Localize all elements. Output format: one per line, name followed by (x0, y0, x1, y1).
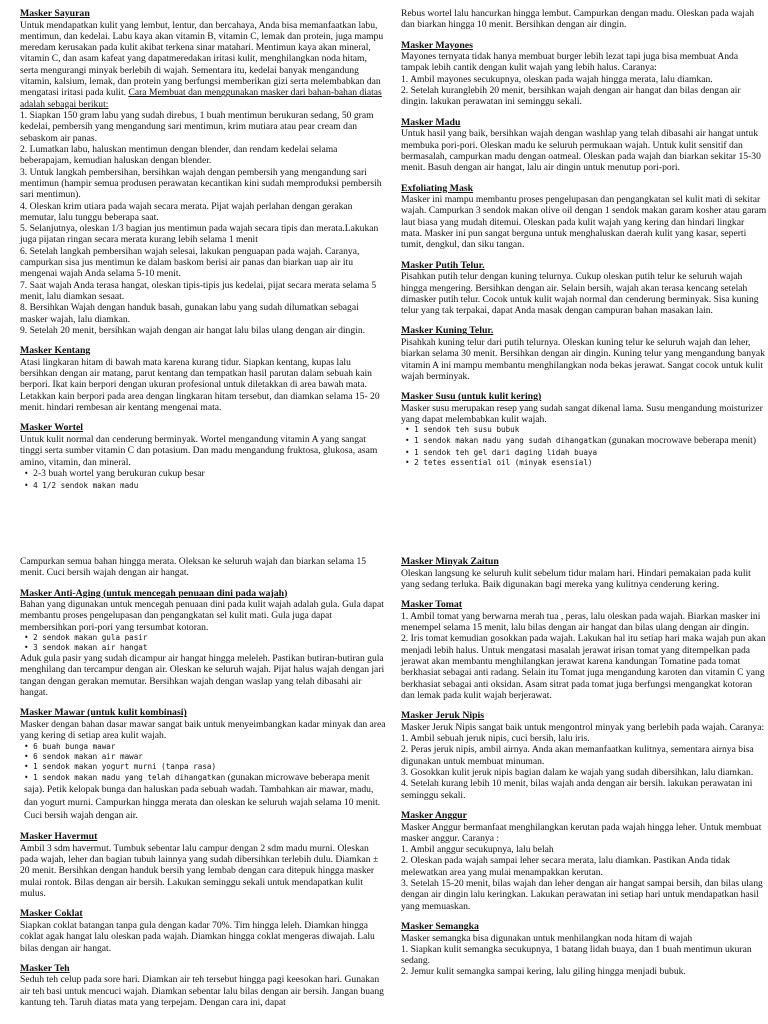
section-body (20, 843, 386, 900)
page-2-right-column (401, 556, 767, 987)
section (401, 556, 767, 590)
section-body (20, 599, 386, 633)
step-item: 1. Ambil anggur secukupnya, lalu belah (401, 844, 554, 856)
step-item: 8. Bersihkan Wajah dengan handuk basah, gunakan labu yang sudah dilumatkan sebagai masker wajah, lalu diamkan. (20, 302, 359, 325)
ingredient-list (20, 468, 386, 491)
step-item: 2. Setelah kuranglebih 20 menit, bersihkan wajah dengan air hangat dan bilas dengan air dingin. lakukan perawatan ini seminggu sekali. (401, 85, 741, 108)
ingredient-item: • 6 buah bunga mawar (20, 742, 386, 752)
page-1-right-column (401, 8, 767, 477)
step-item: 1. Ambil mayones secukupnya, oleskan pada wajah hingga merata, lalu diamkan. (401, 73, 713, 85)
step-item: 9. Setelah 20 menit, bersihkan wajah dengan air hangat lalu bilas ulang dengan air dingin. (20, 324, 366, 336)
step-item: 4. Setelah kurang lebih 10 menit, bilas wajah anda dengan air bersih. lakukan perawatan ini seminggu sekali. (401, 778, 753, 801)
ingredient-list (20, 633, 386, 653)
section-body (20, 434, 386, 468)
section (401, 810, 767, 912)
section-title: Masker Susu (untuk kulit kering) (401, 391, 542, 403)
step-item: 3. Untuk langkah pembersihan, bersihkan wajah dengan pembersih yang mengandung sari mentimun (hampir semua produsen perawatan kecantikan kini sudah memproduksi pembersih sari mentimun). (20, 166, 382, 201)
section (401, 391, 767, 468)
section (401, 710, 767, 801)
section (20, 556, 386, 579)
section-title: Masker Coklat (20, 908, 83, 920)
step-item: 7. Saat wajah Anda terasa hangat, oleskan tipis-tipis jus kedelai, pijat secara merata selama 5 menit, lalu diamkan sesaat. (20, 279, 377, 303)
step-item: 3. Setelah 15-20 menit, bilas wajah dan leher dengan air hangat sampai bersih, dan bilas ulang dengan air dingin lalu keringkan. Lakukan perawatan ini setiap hari untuk mendapatkan hasil yang memuaskan. (401, 878, 763, 912)
section-text: Masker ini mampu membantu proses pengelupasan dan pengangkatan sel kulit mati di sekitar wajah. Campurkan 3 sendok makan olive oil dengan 1 sendok makan garam kosher atau garam laut biasa yang mudah ditemui. Oleskan pada kulit wajah yang kering dan hindari lingkar mata. Masker ini pun sangat berguna untuk menghaluskan daerah kulit yang kasar, seperti tumit, dengkul, dan siku tangan. (401, 194, 767, 251)
section (401, 599, 767, 701)
ingredient-item: • 1 sendok makan yogurt murni (tanpa rasa) (20, 762, 386, 772)
section-text: Masker Jeruk Nipis sangat baik untuk mengontrol minyak yang berlebih pada wajah. Caranya: (401, 721, 765, 733)
ingredient-item: • 1 sendok teh susu bubuk (401, 425, 767, 435)
section (401, 260, 767, 317)
section (20, 345, 386, 413)
section-underlined-text: Cara Membuat dan menggunakan masker dari bahan-bahan diatas adalah sebagai berikut: (20, 87, 382, 110)
section-title: Masker Kentang (20, 345, 91, 357)
step-item: 1. Ambil tomat yang berwarna merah tua , peras, lalu oleskan pada wajah. Biarkan masker ini menempel selama 15 menit, lalu bilas dengan air hangat dan bilas ulang dengan air dingin. (401, 610, 761, 634)
section-text: Rebus wortel lalu hancurkan hingga lembut. Campurkan dengan madu. Oleskan pada wajah dan biarkan hingga 10 menit. Bersihkan dengan air dingin. (401, 8, 755, 31)
section-body (401, 51, 767, 74)
section-text: Pisahkah kuning telur dari putih telurnya. Oleskan kuning telur ke seluruh wajah dan leher, biarkan selama 30 menit. Bersihkan dengan air dingin. Kuning telur yang mengandung banyak vitamin A ini mampu membantu menghilangkan noda bekas jerawat. Sangat cocok untuk kulit wajah berminyak. (401, 336, 765, 382)
ingredient-note: kan (gunakan mocrowave beberapa menit) (592, 435, 757, 447)
section-title: Masker Teh (20, 962, 70, 974)
step-item: 2. Lumatkan labu, haluskan mentimun dengan blender, dan rendam kedelai selama beberapajam, kemudian haluskan dengan blender. (20, 143, 338, 167)
section (20, 963, 386, 1008)
ingredient-item: • 2 sendok makan gula pasir (20, 633, 386, 643)
step-item: 1. Siapkan 150 gram labu yang sudah direbus, 1 buah mentimun berukuran sedang, 50 gram kedelai, pembersih yang mengandung sari mentimun, krim mutiara atau pear cream dan sebaskom air panas. (20, 110, 374, 144)
step-item: 1. Siapkan kulit semangka secukupnya, 1 batang lidah buaya, dan 1 buah mentimun ukuran sedang. (401, 943, 752, 967)
step-item: 2. Iris tomat kemudian gosokkan pada wajah. Lakukan hal itu setiap hari maka wajah pun akan menjadi lebih halus. Untuk mengatasi masalah jerawat irisan tomat yang ditempelkan pada jerawat akan membantu menghilangkan jerawat karena kandungan Tomatine pada tomat berkhasiat sebagai anti radang. Selain itu Tomat juga mengandung karoten dan vitamin C yang berkhasiat sebagai anti oksidan. Asam sitrat pada tomat juga berfungsi mengangkat kotoran dan lemak pada kulit wajah berjerawat. (401, 633, 766, 701)
section-title: Masker Tomat (401, 599, 463, 611)
section (20, 831, 386, 899)
ingredient-item (401, 435, 767, 448)
section-text: Bahan yang digunakan untuk mencegah penuaan dini pada kulit wajah adalah gula. Gula dapat membantu proses pengelupasan dan pengangkatan sel kulit mati. Gula juga dapat membersihkan pori-pori yang tersumbat kotoran. (20, 599, 384, 633)
section-body (20, 719, 386, 742)
section (401, 8, 767, 31)
page-2-left-column (20, 556, 386, 1017)
section-text: Oleskan langsung ke seluruh kulit sebelum tidur malam hari. Hindari pemakaian pada kulit yang sedang terluka. Baik digunakan bagi mereka yang kulitnya cenderung kering. (401, 567, 751, 590)
page-1-left-column (20, 8, 386, 500)
section-text: Masker semangka bisa digunakan untuk menhilangkan noda hitam di wajah (401, 932, 693, 944)
step-item: 3. Gosokkan kulit jeruk nipis bagian dalam ke wajah yang sudah dibersihkan, lalu diamkan. (401, 767, 754, 779)
section-text: Masker dengan bahan dasar mawar sangat baik untuk menyeimbangkan kadar minyak dan area yang kering di setiap area kulit wajah. (20, 718, 386, 742)
section (20, 588, 386, 699)
section-text: Mayones ternyata tidak hanya membuat burger lebih lezat tapi juga bisa membuat Anda tampak lebih cantik dengan kulit wajah yang lebih halus. Caranya: (401, 51, 739, 74)
page-2 (0, 548, 768, 1024)
section-text: Siapkan coklat batangan tanpa gula dengan kadar 70%. Tim hingga leleh. Diamkan hingga coklat agak hangat lalu oleskan pada wajah. Diamkan hingga coklat mengeras diwajah. Lalu bilas dengan air hangat. (20, 919, 375, 954)
ingredient-item: • 3 sendok makan air hangat (20, 643, 386, 653)
step-item: 2. Peras jeruk nipis, ambil airnya. Anda akan memanfaatkan kulitnya, sementara airnya bisa digunakan untuk membuat minuman. (401, 744, 754, 767)
section-body (401, 271, 767, 316)
section-title: Masker Havermut (20, 831, 98, 843)
section-text: Pisahkan putih telur dengan kuning telurnya. Cukup oleskan putih telur ke seluruh wajah hingga mengering. Bersihkan dengan air. Selain bersih, wajah akan terasa kencang setelah dimasker putih telur. Cocok untuk kulit wajah normal dan cenderung berminyak. Sisa kuning telur yang tak terpakai, dapat Anda masak dengan campuran bahan masakan lain. (401, 271, 759, 317)
section-title: Masker Kuning Telur. (401, 325, 494, 337)
section-title: Masker Sayuran (20, 8, 90, 19)
section-body (20, 974, 386, 1008)
step-item: 2. Oleskan pada wajah sampai leher secara merata, lalu diamkan. Pastikan Anda tidak melewatkan area yang mulai menampakkan kerutan. (401, 855, 730, 878)
ingredient-item (20, 468, 386, 481)
section-body (20, 556, 386, 579)
section-title: Masker Madu (401, 116, 461, 128)
ingredient-item: • 1 sendok teh gel dari daging lidah buaya (401, 448, 767, 458)
section-body (20, 920, 386, 954)
step-item: 1. Ambil sebuah jeruk nipis, cuci bersih, lalu iris. (401, 733, 590, 745)
section-body (401, 8, 767, 31)
section-title: Exfoliating Mask (401, 182, 474, 194)
section-body (401, 933, 767, 944)
section-body (401, 128, 767, 173)
section-body (401, 822, 767, 845)
step-item: 6. Setelah langkah pembersihan wajah selesai, lakukan penguapan pada wajah. Caranya, campurkan sisa jus mentimun ke dalam baskom berisi air panas dan biarkan uap air itu mengenai wajah Anda selama 5-10 menit. (20, 245, 360, 280)
section-text: Ambil 3 sdm havermut. Tumbuk sebentar lalu campur dengan 2 sdm madu murni. Oleskan pada wajah, leher dan bagian tubuh lainnya yang sudah dibersihkan terlebih dulu. Diamkan ± 20 menit. Bersihkan dengan handuk bersih yang lembab dengan cara ditepuk hingga masker mulai rontok. Bilas dengan air bersih. Lakukan seminggu sekali untuk mendapatkan kulit mulus. (20, 842, 379, 900)
section-text: Untuk kulit normal dan cenderung berminyak. Wortel mengandung vitamin A yang sangat tinggi serta sumber vitamin C dan potasium. Dan madu mengandung fruktosa, glukosa, asam amino, vitamin, dan mineral. (20, 433, 378, 468)
section (20, 707, 386, 822)
section-title: Masker Mayones (401, 39, 473, 51)
ingredient-text: 1 sendok makan madu yang sudah dihangat (414, 436, 593, 446)
section (20, 8, 386, 336)
section-title: Masker Minyak Zaitun (401, 556, 499, 567)
section (401, 117, 767, 174)
section (401, 40, 767, 108)
section-body (20, 20, 386, 111)
section-text: Atasi lingkaran hitam di bawah mata karena kurang tidur. Siapkan kentang, kupas lalu bersihkan dengan air matang, parut kentang dan tempatkan hasil parutan dalam sebuah kain berpori. Ikat kain berpori dengan ukuran profesional untuk diletakkan di area bawah mata. Letakkan kain berpori pada area dengan lingkaran hitam tersebut, dan diamkan selama 15- 20 menit. hindari rembesan air kentang mengenai mata. (20, 356, 380, 414)
section-title: Masker Anti-Aging (untuk mencegah penuaan dini pada wajah) (20, 587, 288, 599)
ingredient-item (20, 772, 386, 823)
ingredient-item: • 2 tetes essential oil (minyak esensial) (401, 458, 767, 468)
ingredient-list (401, 425, 767, 468)
ingredient-text: 2-3 buah wortel yang berukuran cukup besar (33, 467, 205, 479)
section-title: Masker Semangka (401, 921, 479, 932)
section-title: Masker Anggur (401, 809, 467, 821)
section-text: Seduh teh celup pada sore hari. Diamkan air teh tersebut hingga pagi keesokan hari. Gunakan air teh basi untuk mencuci wajah. Diamkan sebentar lalu bilas dengan air bersih. Jangan buang kantung teh. Taruh diatas mata yang terpejam. Dengan cara ini, dapat (20, 974, 384, 1008)
section (401, 325, 767, 382)
step-item: 5. Selanjutnya, oleskan 1/3 bagian jus mentimun pada wajah secara tipis dan merata.Lakukan juga pijatan ringan secara merata kurang lebih selama 1 menit (20, 223, 379, 246)
section (401, 183, 767, 251)
section-title: Masker Wortel (20, 422, 84, 434)
section-title: Masker Mawar (untuk kulit kombinasi) (20, 707, 187, 719)
section-body: Aduk gula pasir yang sudah dicampur air hangat hingga meleleh. Pastikan butiran-butiran gula menghilang dan tercampur dengan air. Oleskan ke seluruh wajah. Pijat halus wajah dengan jari tangan dengan gerakan memutar. Bersihkan wajah dengan waslap yang telah dibasahi air hangat. (20, 653, 385, 699)
step-item: 4. Oleskan krim utiara pada wajah secara merata. Pijat wajah perlahan dengan gerakan memutar, lalu tunggu beberapa saat. (20, 200, 353, 223)
ingredient-note: (gunakan microwave beberapa menit saja). Petik kelopak bunga dan haluskan pada sebuah wadah. Tambahkan air mawar, madu, dan yogurt murni. Campurkan hingga merata dan oleskan ke seluruh wajah selama 10 menit. Cuci bersih wajah dengan air. (24, 771, 381, 821)
section-body (401, 194, 767, 251)
section-title: Masker Jeruk Nipis (401, 710, 485, 722)
section-body (401, 722, 767, 733)
section-title: Masker Putih Telur. (401, 259, 485, 271)
section (20, 422, 386, 490)
ingredient-list (20, 742, 386, 823)
section-text: Masker Anggur bermanfaat menghilangkan kerutan pada wajah hingga leher. Untuk membuat masker anggur. Caranya : (401, 821, 762, 844)
ingredient-item: • 6 sendok makan air mawar (20, 752, 386, 762)
section-text: Untuk hasil yang baik, bersihkan wajah dengan washlap yang telah dibasahi air hangat untuk membuka pori-pori. Oleskan madu ke seluruh permukaan wajah. Untuk kulit sensitif dan bermasalah, campurkan madu dengan oatmeal. Oleskan pada wajah dan biarkan sekitar 15-30 menit. Basuh dengan air hangat, lalu air dingin untuk menutup pori-pori. (401, 128, 761, 174)
section-text: Untuk mendapatkan kulit yang lembut, lentur, dan bercahaya, Anda bisa memanfaatkan labu, mentimun, dan kedelai. Labu kaya akan vitamin B, vitamin C, lemak dan protein, juga mampu meredam kerusakan pada kulit akibat terkena sinar matahari. Mentimun kaya akan mineral, vitamin C, dan asam kafeat yang dapatmeredakan iritasi kulit, menghilangkan noda hitam, serta mengurangi minyak berlebih di wajah. Sementara itu, kedelai banyak mengandung vitamin, kalsium, lemak, dan protein yang berfungsi memberikan gizi serta melembabkan dan mengatasi iritasi pada kulit. (20, 19, 384, 99)
step-item: 2. Jemur kulit semangka sampai kering, lalu giling hingga menjadi bubuk. (401, 966, 686, 978)
ingredient-text: 1 sendok makan madu yang telah dihangatkan (33, 772, 226, 782)
section-body (401, 337, 767, 382)
section-body (401, 403, 767, 426)
section (401, 921, 767, 978)
section-text: Campurkan semua bahan hingga merata. Oleksan ke seluruh wajah dan biarkan selama 15 menit. Cuci bersih wajah dengan air hangat. (20, 556, 367, 579)
ingredient-item: • 4 1/2 sendok makan madu (20, 481, 386, 491)
section (20, 908, 386, 953)
section-text: Masker susu merupakan resep yang sudah sangat dikenal lama. Susu mengandung moisturizer yang dapat melembabkan kulit wajah. (401, 402, 763, 426)
section-body (20, 357, 386, 414)
section-body (401, 568, 767, 591)
